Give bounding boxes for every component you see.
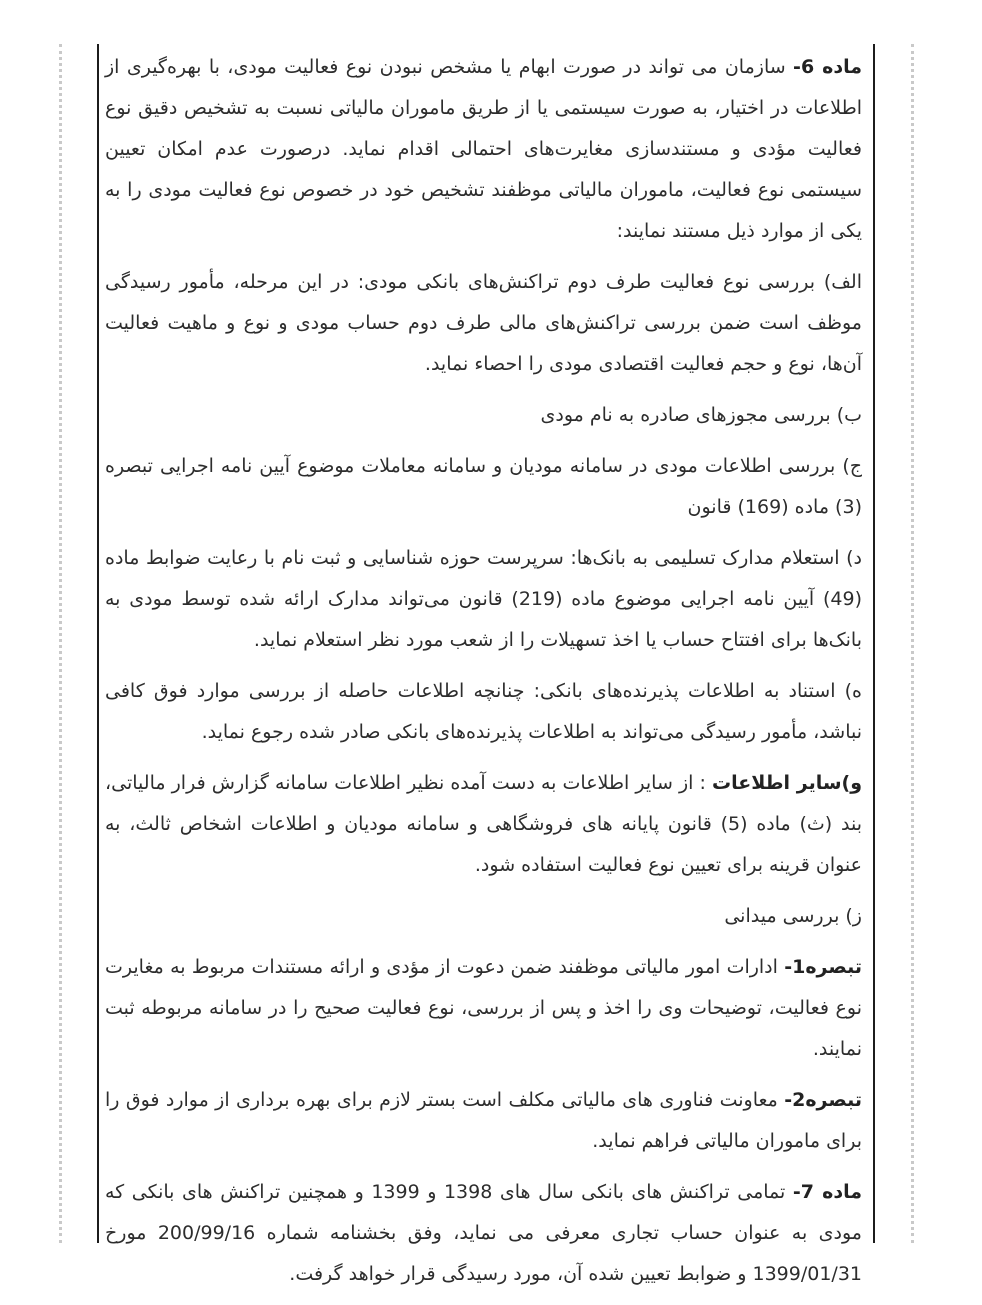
article-6-paragraph: [105, 47, 862, 252]
document-body: [105, 47, 862, 1305]
clause-jim-paragraph: [105, 446, 862, 528]
clause-vav-label: و)سایر اطلاعات: [712, 772, 863, 794]
clause-alef-text: الف) بررسی نوع فعالیت طرف دوم تراکنش‌های بانکی مودی: در این مرحله، مأمور رسیدگی موظف است ضمن بررسی تراکنش‌های مالی طرف دوم حساب مودی و نوع و ماهیت فعالیت آن‌ها، نوع و حجم فعالیت اقتصادی مودی را احصاء نماید.: [105, 271, 862, 375]
note-2-label: تبصره2-: [784, 1089, 862, 1111]
article-7-text: تمامی تراکنش های بانکی سال های 1398 و 1399 و همچنین تراکنش های بانکی که مودی به عنوان حساب تجاری معرفی می نماید، وفق بخشنامه شماره 200/99/16 مورخ 1399/01/31 و ضوابط تعیین شده آن، مورد رسیدگی قرار خواهد گرفت.: [105, 1181, 862, 1285]
clause-jim-text: ج) بررسی اطلاعات مودی در سامانه مودیان و سامانه معاملات موضوع آیین نامه اجرایی تبصره (3) ماده (169) قانون: [105, 455, 862, 518]
article-6-label: ماده 6-: [793, 56, 862, 78]
clause-vav-paragraph: [105, 763, 862, 886]
clause-alef-paragraph: [105, 262, 862, 385]
clause-dal-paragraph: [105, 538, 862, 661]
note-1-paragraph: [105, 947, 862, 1070]
clause-be-text: ب) بررسی مجوزهای صادره به نام مودی: [540, 404, 862, 426]
article-7-label: ماده 7-: [792, 1181, 862, 1203]
clause-he-text: ه) استناد به اطلاعات پذیرنده‌های بانکی: چنانچه اطلاعات حاصله از بررسی موارد فوق کافی نباشد، مأمور رسیدگی می‌تواند به اطلاعات پذیرنده‌های بانکی صادر شده رجوع نماید.: [105, 680, 862, 743]
clause-he-paragraph: [105, 671, 862, 753]
article-6-text: سازمان می تواند در صورت ابهام یا مشخص نبودن نوع فعالیت مودی، با بهره‌گیری از اطلاعات در اختیار، به صورت سیستمی یا از طریق ماموران مالیاتی نسبت به تشخیص دقیق نوع فعالیت مؤدی و مستندسازی مغایرت‌های احتمالی اقدام نماید. درصورت عدم امکان تعیین سیستمی نوع فعالیت، ماموران مالیاتی موظفند تشخیص خود در خصوص نوع فعالیت مودی را به یکی از موارد ذیل مستند نمایند:: [105, 56, 862, 242]
note-1-text: ادارات امور مالیاتی موظفند ضمن دعوت از مؤدی و ارائه مستندات مربوط به مغایرت نوع فعالیت، توضیحات وی را اخذ و پس از بررسی، نوع فعالیت صحیح را در سامانه مربوطه ثبت نمایند.: [105, 956, 862, 1060]
clause-dal-text: د) استعلام مدارک تسلیمی به بانک‌ها: سرپرست حوزه شناسایی و ثبت نام با رعایت ضوابط ماده (49) آیین نامه اجرایی موضوع ماده (219) قانون می‌تواند مدارک ارائه شده توسط مودی به بانک‌ها برای افتتاح حساب یا اخذ تسهیلات را از شعب مورد نظر استعلام نماید.: [105, 547, 862, 651]
clause-be-paragraph: [105, 395, 862, 436]
text-frame-border-left: [97, 44, 99, 1243]
text-frame-border-right: [873, 44, 875, 1243]
note-1-label: تبصره1-: [784, 956, 862, 978]
article-7-paragraph: [105, 1172, 862, 1295]
clause-ze-text: ز) بررسی میدانی: [724, 905, 862, 927]
clause-ze-paragraph: [105, 896, 862, 937]
note-2-text: معاونت فناوری های مالیاتی مکلف است بستر لازم برای بهره برداری از موارد فوق را برای ماموران مالیاتی فراهم نماید.: [105, 1089, 862, 1152]
margin-guide-left-dotted: [59, 44, 62, 1243]
note-2-paragraph: [105, 1080, 862, 1162]
clause-vav-text: : از سایر اطلاعات به دست آمده نظیر اطلاعات سامانه گزارش فرار مالیاتی، بند (ث) ماده (5) قانون پایانه های فروشگاهی و سامانه مودیان و اطلاعات اشخاص ثالث، به عنوان قرینه برای تعیین نوع فعالیت استفاده شود.: [105, 772, 862, 876]
margin-guide-right-dotted: [911, 44, 914, 1243]
